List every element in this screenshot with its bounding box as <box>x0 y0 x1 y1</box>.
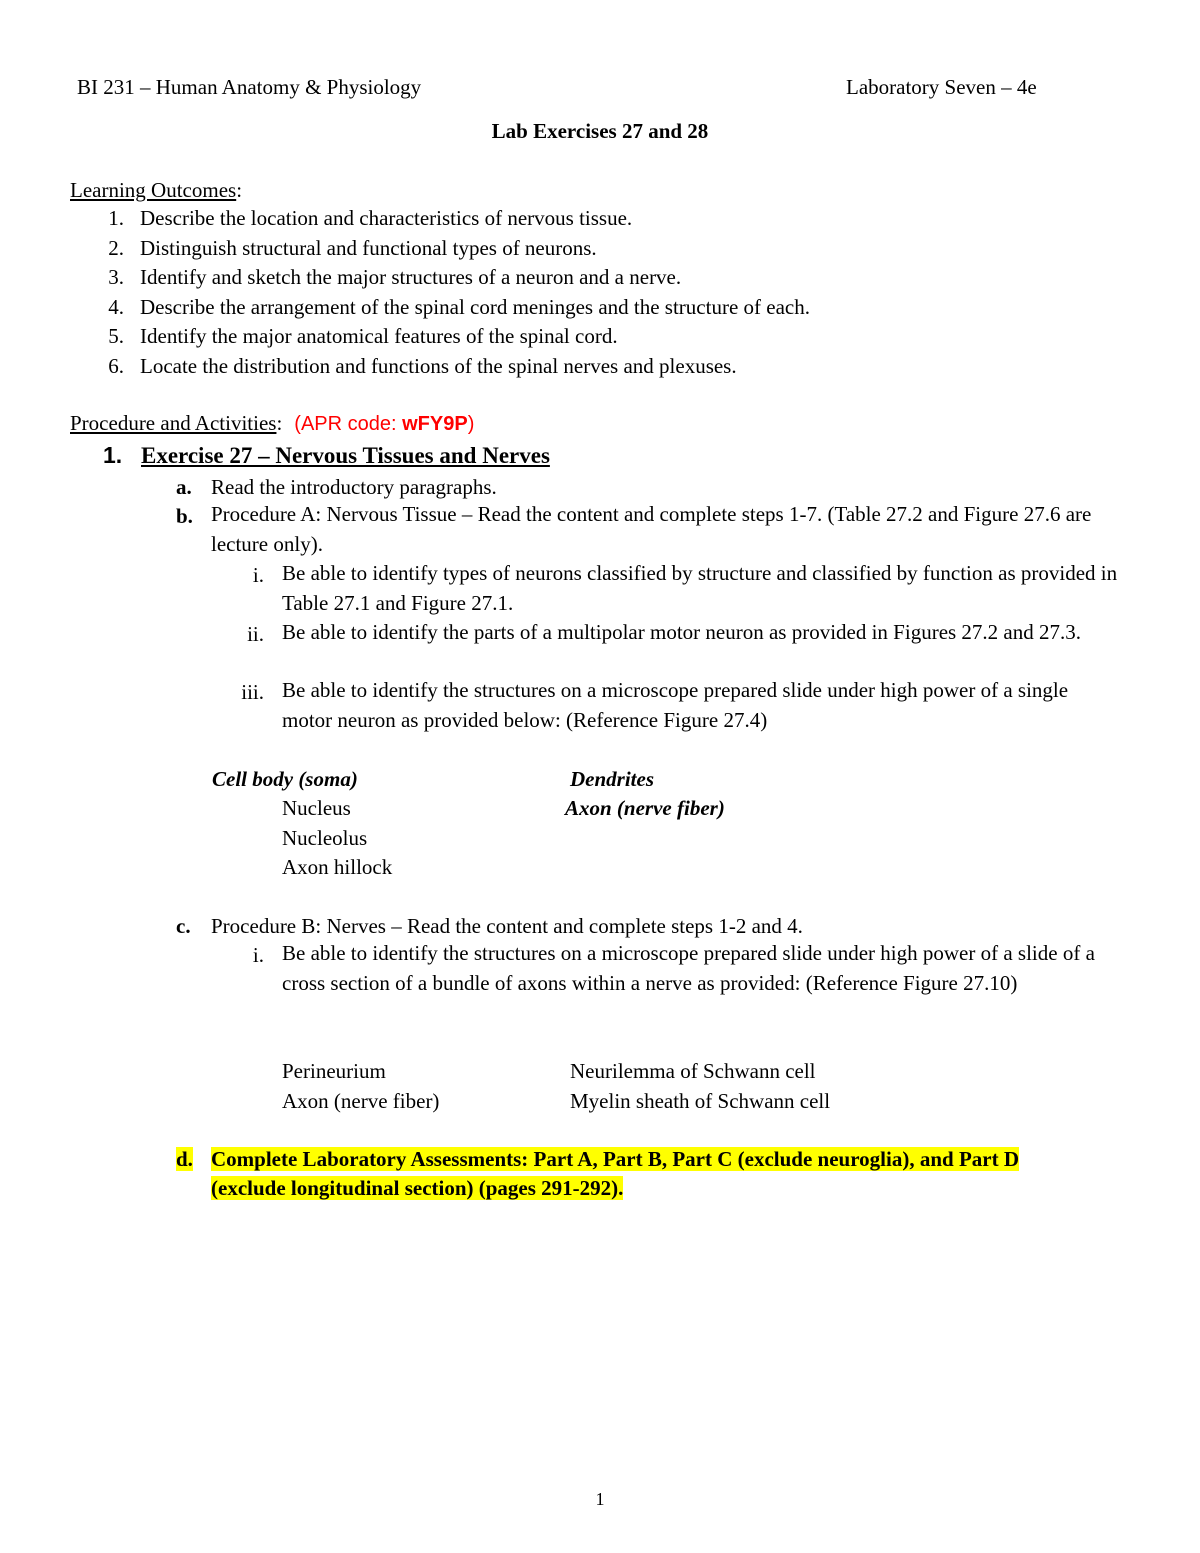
outcome-num: 5. <box>108 324 124 348</box>
header-lab: Laboratory Seven – 4e <box>846 75 1037 99</box>
item-d-label-text: d. <box>176 1147 193 1171</box>
sub-text: Be able to identify the structures on a microscope prepared slide under high power of a slide of a cross section of a bundle of axons within a nerve as provided: (Reference Figure 27.10) <box>282 941 1095 995</box>
outcomes-heading-text: Learning Outcomes <box>70 178 237 202</box>
page-number: 1 <box>595 1489 605 1509</box>
outcome-num: 4. <box>108 295 124 319</box>
structure-label: Axon hillock <box>282 855 393 879</box>
axon-label: Axon (nerve fiber) <box>565 796 725 820</box>
apr-code-label <box>294 413 474 435</box>
page-title: Lab Exercises 27 and 28 <box>491 119 709 143</box>
nerve-structure-label: Myelin sheath of Schwann cell <box>570 1089 831 1113</box>
item-d-line2-text: (exclude longitudinal section) (pages 291-292). <box>211 1176 624 1200</box>
sub-num: ii. <box>247 622 264 646</box>
exercise-number: 1. <box>103 442 123 468</box>
outcome-num: 1. <box>108 206 124 230</box>
sub-text: Be able to identify the structures on a microscope prepared slide under high power of a single motor neuron as provided below: (Reference Figure 27.4) <box>282 678 1069 732</box>
sub-num: i. <box>252 943 264 967</box>
nerve-structure-label: Axon (nerve fiber) <box>282 1089 440 1113</box>
procedure-heading <box>70 413 474 434</box>
structure-label: Nucleus <box>282 796 351 820</box>
outcome-num: 6. <box>108 354 124 378</box>
exercise-title: Exercise 27 – Nervous Tissues and Nerves <box>141 443 550 468</box>
item-b-text: Procedure A: Nervous Tissue – Read the content and complete steps 1-7. (Table 27.2 and Figure 27.6 are lecture only). <box>211 502 1092 556</box>
header-course: BI 231 – Human Anatomy & Physiology <box>77 75 422 99</box>
outcome-text: Describe the location and characteristics of nervous tissue. <box>140 206 633 230</box>
item-d-line2 <box>211 1178 623 1199</box>
apr-suffix: ) <box>467 413 475 435</box>
item-b-label: b. <box>176 504 193 528</box>
item-d-line1 <box>211 1149 1019 1170</box>
sub-num: iii. <box>241 680 264 704</box>
item-d-line1-text: Complete Laboratory Assessments: Part A, Part B, Part C (exclude neuroglia), and Part D <box>211 1147 1019 1171</box>
outcome-text: Locate the distribution and functions of the spinal nerves and plexuses. <box>140 354 737 378</box>
apr-prefix: (APR code: <box>294 413 403 435</box>
item-c-text: Procedure B: Nerves – Read the content and complete steps 1-2 and 4. <box>211 914 803 938</box>
procedure-colon: : <box>276 411 283 435</box>
outcomes-colon: : <box>236 178 243 202</box>
sub-num: i. <box>252 563 264 587</box>
sub-text: Be able to identify the parts of a multipolar motor neuron as provided in Figures 27.2 and 27.3. <box>282 620 1082 644</box>
outcome-text: Describe the arrangement of the spinal cord meninges and the structure of each. <box>140 295 810 319</box>
outcomes-heading <box>70 180 242 201</box>
item-a-text: Read the introductory paragraphs. <box>211 475 497 499</box>
structure-label: Nucleolus <box>282 826 368 850</box>
item-a-label: a. <box>176 475 192 499</box>
cell-body-label: Cell body (soma) <box>212 767 358 791</box>
item-d-label <box>176 1149 193 1170</box>
dendrites-label: Dendrites <box>570 767 654 791</box>
outcome-text: Identify and sketch the major structures of a neuron and a nerve. <box>140 265 682 289</box>
item-c-label: c. <box>176 914 191 938</box>
outcome-text: Identify the major anatomical features of the spinal cord. <box>140 324 618 348</box>
outcome-text: Distinguish structural and functional types of neurons. <box>140 236 597 260</box>
outcome-num: 3. <box>108 265 124 289</box>
nerve-structure-label: Perineurium <box>282 1059 386 1083</box>
nerve-structure-label: Neurilemma of Schwann cell <box>570 1059 816 1083</box>
sub-text: Be able to identify types of neurons classified by structure and classified by function as provided in Table 27.1 and Figure 27.1. <box>282 561 1118 615</box>
outcome-num: 2. <box>108 236 124 260</box>
procedure-heading-text: Procedure and Activities <box>70 411 277 435</box>
apr-code: wFY9P <box>402 413 468 435</box>
